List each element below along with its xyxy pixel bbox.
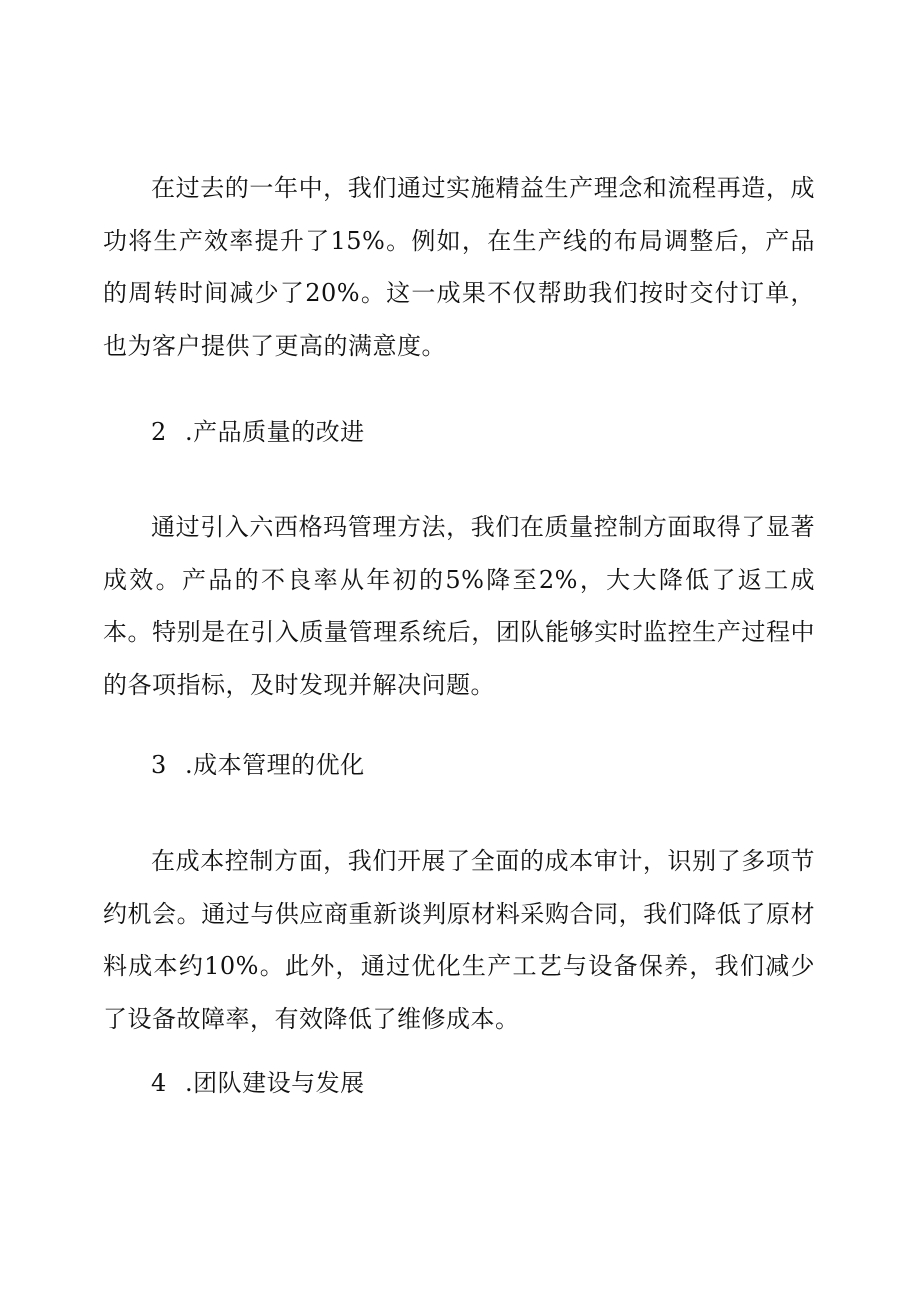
paragraph-production-efficiency: 在过去的一年中，我们通过实施精益生产理念和流程再造，成功将生产效率提升了15%。例如，在生产线的布局调整后，产品的周转时间减少了20%。这一成果不仅帮助我们按时交付订单，也为客户提供了更高的满意度。 bbox=[103, 174, 815, 360]
section-heading-team bbox=[151, 1063, 365, 1103]
section-title: .团队建设与发展 bbox=[185, 1069, 365, 1097]
section-number: 4 bbox=[151, 1069, 167, 1097]
section-number: 2 bbox=[151, 418, 167, 446]
section-heading-cost bbox=[151, 745, 365, 785]
section-heading-quality bbox=[151, 412, 365, 452]
section-number: 3 bbox=[151, 751, 167, 779]
section-title: .产品质量的改进 bbox=[185, 418, 365, 446]
section-title: .成本管理的优化 bbox=[185, 751, 365, 779]
paragraph-cost-management: 在成本控制方面，我们开展了全面的成本审计，识别了多项节约机会。通过与供应商重新谈判原材料采购合同，我们降低了原材料成本约10%。此外，通过优化生产工艺与设备保养，我们减少了设备故障率，有效降低了维修成本。 bbox=[103, 847, 815, 1033]
paragraph-quality-improvement: 通过引入六西格玛管理方法，我们在质量控制方面取得了显著成效。产品的不良率从年初的5%降至2%，大大降低了返工成本。特别是在引入质量管理系统后，团队能够实时监控生产过程中的各项指标，及时发现并解决问题。 bbox=[103, 513, 815, 699]
